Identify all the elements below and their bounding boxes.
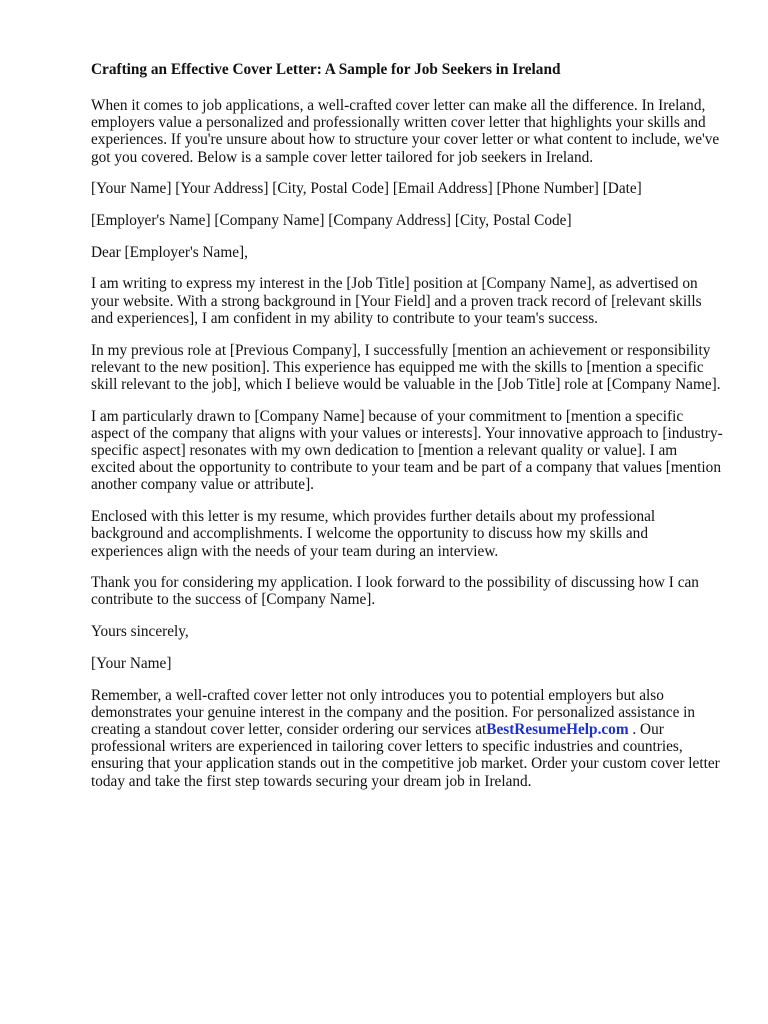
salutation: Dear [Employer's Name], <box>91 243 248 261</box>
document-page <box>91 60 723 804</box>
body-paragraph-2: In my previous role at [Previous Company], I successfully [mention an achievement or responsibility relevant to the new position]. This experience has equipped me with the skills to [mention a specific skill relevant to the job], which I believe would be valuable in the [Job Title] role at [Company Name]. <box>91 341 721 393</box>
outro-paragraph <box>91 687 723 790</box>
body-paragraph-3: I am particularly drawn to [Company Name] because of your commitment to [mention a specific aspect of the company that aligns with your values or interests]. Your innovative approach to [industry-specific aspect] resonates with my own dedication to [mention a relevant quality or value]. I am excited about the opportunity to contribute to your team and be part of a company that values [mention another company value or attribute]. <box>91 407 723 494</box>
bestresumehelp-link[interactable]: BestResumeHelp.com <box>486 720 629 738</box>
body-paragraph-5: Thank you for considering my application. I look forward to the possibility of discussing how I can contribute to the success of [Company Name]. <box>91 574 699 609</box>
document-title: Crafting an Effective Cover Letter: A Sample for Job Seekers in Ireland <box>91 61 561 78</box>
recipient-block: [Employer's Name] [Company Name] [Company Address] [City, Postal Code] <box>91 212 572 230</box>
closing: Yours sincerely, <box>91 623 189 641</box>
sender-block: [Your Name] [Your Address] [City, Postal Code] [Email Address] [Phone Number] [Date] <box>91 180 642 198</box>
body-paragraph-1: I am writing to express my interest in the [Job Title] position at [Company Name], as advertised on your website. With a strong background in [Your Field] and a proven track record of [relevant skills and experiences], I am confident in my ability to contribute to your team's success. <box>91 275 702 327</box>
body-paragraph-4: Enclosed with this letter is my resume, which provides further details about my professional background and accomplishments. I welcome the opportunity to discuss how my skills and experiences align with the needs of your team during an interview. <box>91 508 656 560</box>
intro-paragraph: When it comes to job applications, a well-crafted cover letter can make all the difference. In Ireland, employers value a personalized and professionally written cover letter that highlights your skills and experiences. If you're unsure about how to structure your cover letter or what content to include, we've got you covered. Below is a sample cover letter tailored for job seekers in Ireland. <box>91 97 720 166</box>
outro-text-after-link: . Our professional writers are experienced in tailoring cover letters to specific industries and countries, ensuring that your application stands out in the competitive job market. Order your custom cover letter today and take the first step towards securing your dream job in Ireland. <box>91 720 720 790</box>
outro-text-before-link: Remember, a well-crafted cover letter not only introduces you to potential employers but also demonstrates your genuine interest in the company and the position. For personalized assistance in creating a standout cover letter, consider ordering our services at <box>91 686 696 738</box>
signature: [Your Name] <box>91 654 172 672</box>
